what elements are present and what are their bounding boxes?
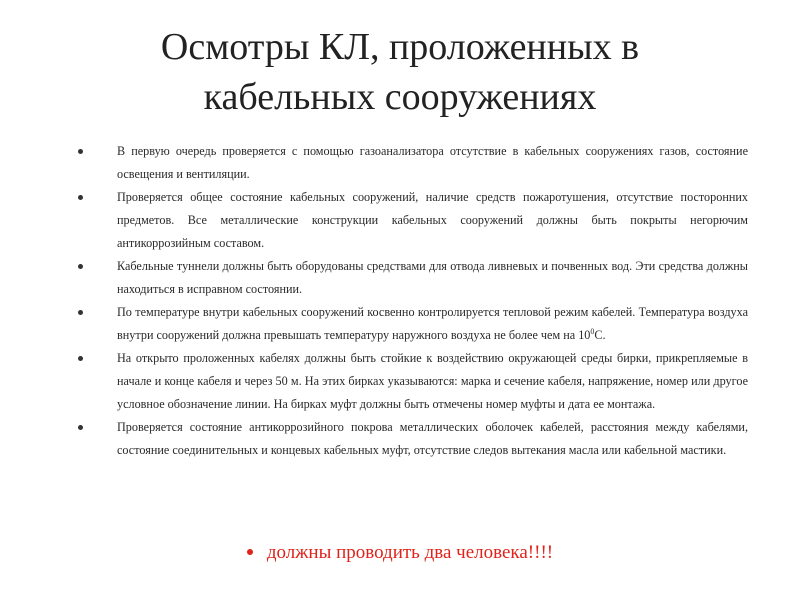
bullet-dot-icon: [78, 425, 83, 430]
slide-title-line-2: кабельных сооружениях: [203, 76, 597, 118]
bullet-dot-icon: [78, 264, 83, 269]
temperature-unit: С.: [594, 328, 606, 342]
bullet-text: Кабельные туннели должны быть оборудованы средствами для отвода ливневых и почвенных вод. Эти средства должны находиться в исправном состоянии.: [117, 259, 748, 296]
bullet-item-corrosion: [117, 416, 748, 462]
temperature-superscript: 0: [590, 326, 595, 336]
bullet-text: По температуре внутри кабельных сооружений косвенно контролируется тепловой режим кабелей. Температура воздуха внутри сооружений должна превышать температуру наружного воздуха не более чем на 10: [117, 305, 748, 342]
bullet-dot-icon: [78, 149, 83, 154]
bullet-dot-icon: [78, 310, 83, 315]
bullet-item-temperature: [117, 301, 748, 347]
final-note: [0, 541, 800, 565]
bullet-item-tags: [117, 347, 748, 416]
bullet-text: Проверяется общее состояние кабельных сооружений, наличие средств пожаротушения, отсутствие посторонних предметов. Все металлические конструкции кабельных сооружений должны быть покрыты негорючим антикоррозийным составом.: [117, 190, 748, 250]
bullet-text: На открыто проложенных кабелях должны быть стойкие к воздействию окружающей среды бирки, прикрепляемые в начале и конце кабеля и через 50 м. На этих бирках указываются: марка и сечение кабеля, напряжение, номер или другое условное обозначение линии. На бирках муфт должны быть отмечены номер муфты и дата ее монтажа.: [117, 351, 748, 411]
bullet-dot-icon: [78, 195, 83, 200]
bullet-item-drainage: [117, 255, 748, 301]
bullet-item-general-state: [117, 186, 748, 255]
red-bullet-dot-icon: [247, 549, 253, 555]
bullet-dot-icon: [78, 356, 83, 361]
bullet-list: [0, 140, 800, 462]
slide-title-line-1: Осмотры КЛ, проложенных в: [160, 26, 640, 68]
final-note-text: должны проводить два человека!!!!: [266, 542, 554, 563]
slide-title: [40, 22, 760, 122]
bullet-item-gas-check: [117, 140, 748, 186]
bullet-text: Проверяется состояние антикоррозийного покрова металлических оболочек кабелей, расстояния между кабелями, состояние соединительных и концевых кабельных муфт, отсутствие следов вытекания масла или кабельной мастики.: [117, 420, 748, 457]
bullet-text: В первую очередь проверяется с помощью газоанализатора отсутствие в кабельных сооружениях газов, состояние освещения и вентиляции.: [117, 144, 748, 181]
